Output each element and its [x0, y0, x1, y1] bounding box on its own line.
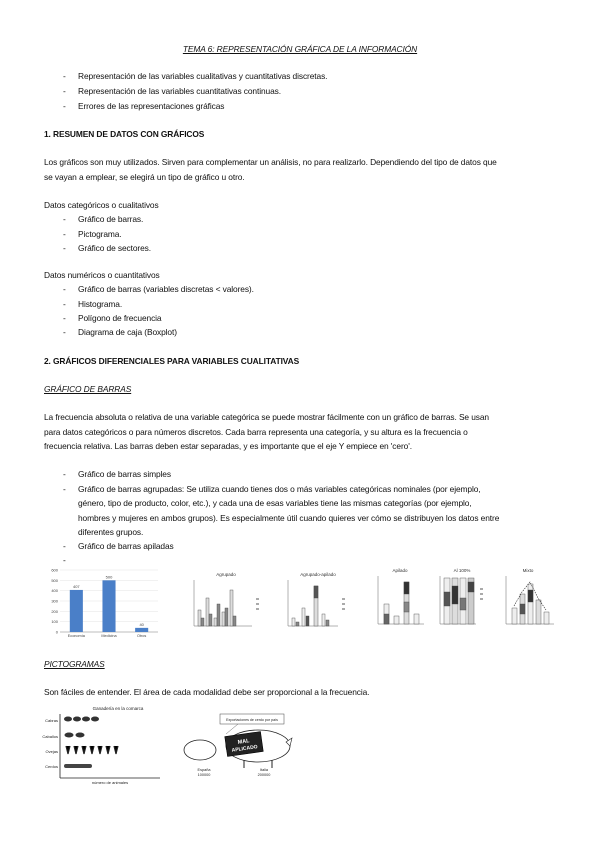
row-label: Cabras	[45, 718, 58, 723]
list-item: Errores de las representaciones gráficas	[78, 101, 225, 111]
pig-label: 100000	[197, 773, 211, 777]
x-axis-label: número de animales	[91, 780, 129, 785]
list-dash: -	[63, 541, 66, 551]
bar	[135, 628, 148, 632]
chart-title: Al 100%	[453, 568, 471, 573]
paragraph-line: frecuencia relativa. Las barras deben estar separadas, y es importante que el eje Y empiece en 'cero'.	[44, 441, 412, 451]
paragraph-line: se vayan a emplear, se elegirá un tipo de gráfico u otro.	[44, 172, 245, 182]
data-label: 407	[72, 583, 80, 589]
list-dash: -	[63, 101, 66, 111]
pig-export-pictogram	[176, 710, 300, 784]
list-dash: -	[63, 469, 66, 479]
row-label: Cerdos	[45, 764, 58, 769]
list-item: Gráfico de sectores.	[78, 243, 151, 253]
list-dash: -	[63, 243, 66, 253]
list-dash: -	[63, 313, 66, 323]
grouped-stacked-bar-chart	[278, 568, 358, 634]
stamp-text: APLICADO	[231, 744, 259, 754]
list-item: Gráfico de barras simples	[78, 469, 171, 479]
paragraph-line: Los gráficos son muy utilizados. Sirven para complementar un análisis, no para realizarlo. Dependiendo del tipo de datos que	[44, 157, 497, 167]
x-tick-label: Medicina	[101, 634, 117, 638]
list-item-cont: diferentes grupos.	[78, 527, 144, 537]
percent-stacked-bar-chart	[432, 564, 496, 634]
list-item: Pictograma.	[78, 229, 122, 239]
list-dash: -	[63, 555, 66, 565]
subsection-heading: GRÁFICO DE BARRAS	[44, 384, 132, 394]
section-heading: 2. GRÁFICOS DIFERENCIALES PARA VARIABLES CUALITATIVAS	[44, 356, 300, 366]
chart-title: Apilado	[392, 568, 408, 573]
list-item: Gráfico de barras (variables discretas < valores).	[78, 284, 254, 294]
list-item: Gráfico de barras agrupadas: Se utiliza cuando tienes dos o más variables categóricas nominales (por ejemplo,	[78, 484, 481, 494]
section-heading: 1. RESUMEN DE DATOS CON GRÁFICOS	[44, 129, 205, 139]
stamp-text: MAL	[237, 738, 251, 746]
list-dash: -	[63, 327, 66, 337]
y-tick-label: 100	[51, 619, 58, 625]
numeric-label: Datos numéricos o cuantitativos	[44, 270, 160, 280]
data-label: 500	[105, 574, 113, 580]
x-tick-label: Otros	[137, 634, 147, 638]
chart-title: Agrupado	[216, 572, 236, 577]
list-dash: -	[63, 214, 66, 224]
list-dash: -	[63, 86, 66, 96]
list-dash: -	[63, 299, 66, 309]
chart-title: Agrupado-apilado	[300, 572, 336, 577]
goat-icon	[64, 717, 99, 722]
pictogram-title: Exportaciones de cerdo por país	[226, 718, 278, 722]
paragraph-line: para datos categóricos o para números discretos. Cada barra representa una categoría, y su altura es la frecuencia o	[44, 427, 468, 437]
pig-label: 200000	[257, 773, 271, 777]
list-item-cont: género, tipo de producto, color, etc.), y cada una de esas variables tiene las mismas categorías (por ejemplo,	[78, 498, 472, 508]
list-item: Polígono de frecuencia	[78, 313, 162, 323]
horse-icon	[65, 733, 85, 738]
list-item-cont: hombres y mujeres en ambos grupos). Es especialmente útil cuando quieres ver cómo se distribuyen los datos entre	[78, 513, 500, 523]
pig-label: España	[197, 768, 211, 772]
paragraph-line: La frecuencia absoluta o relativa de una variable categórica se puede mostrar fácilmente con un gráfico de barras. Se usan	[44, 412, 489, 422]
list-item: Gráfico de barras.	[78, 214, 144, 224]
list-item: Gráfico de barras apiladas	[78, 541, 174, 551]
x-tick-label: Economía	[67, 634, 85, 638]
y-tick-label: 500	[51, 577, 58, 583]
page-title: TEMA 6: REPRESENTACIÓN GRÁFICA DE LA INFORMACIÓN	[182, 44, 418, 54]
row-label: Caballos	[42, 734, 58, 739]
data-label: 40	[139, 621, 144, 627]
row-label: Ovejas	[45, 749, 58, 754]
bar	[102, 580, 115, 632]
y-tick-label: 300	[51, 598, 58, 604]
categorical-label: Datos categóricos o cualitativos	[44, 200, 159, 210]
mixed-bar-chart	[498, 564, 562, 634]
list-item: Histograma.	[78, 299, 123, 309]
y-tick-label: 200	[51, 608, 58, 614]
y-tick-label: 600	[51, 567, 58, 573]
list-item: Representación de las variables cualitativas y cuantitativas discretas.	[78, 71, 328, 81]
pictogram-title: Ganadería en la comarca	[92, 706, 144, 711]
simple-bar-chart	[40, 564, 160, 640]
sheep-icon	[66, 746, 118, 754]
y-tick-label: 0	[55, 629, 58, 635]
pig-label: Italia	[259, 768, 269, 772]
list-dash: -	[63, 284, 66, 294]
y-tick-label: 400	[51, 588, 58, 594]
chart-title: Mixto	[522, 568, 534, 573]
stacked-bar-chart	[370, 564, 434, 634]
list-dash: -	[63, 229, 66, 239]
paragraph-line: Son fáciles de entender. El área de cada modalidad debe ser proporcional a la frecuencia.	[44, 687, 370, 697]
list-dash: -	[63, 484, 66, 494]
grouped-bar-chart	[182, 568, 270, 634]
list-item: Representación de las variables cuantitativas continuas.	[78, 86, 281, 96]
list-item: Diagrama de caja (Boxplot)	[78, 327, 177, 337]
bar	[70, 590, 83, 632]
livestock-pictogram	[40, 702, 164, 786]
subsection-heading: PICTOGRAMAS	[44, 659, 105, 669]
list-dash: -	[63, 71, 66, 81]
pig-icon	[64, 764, 92, 768]
